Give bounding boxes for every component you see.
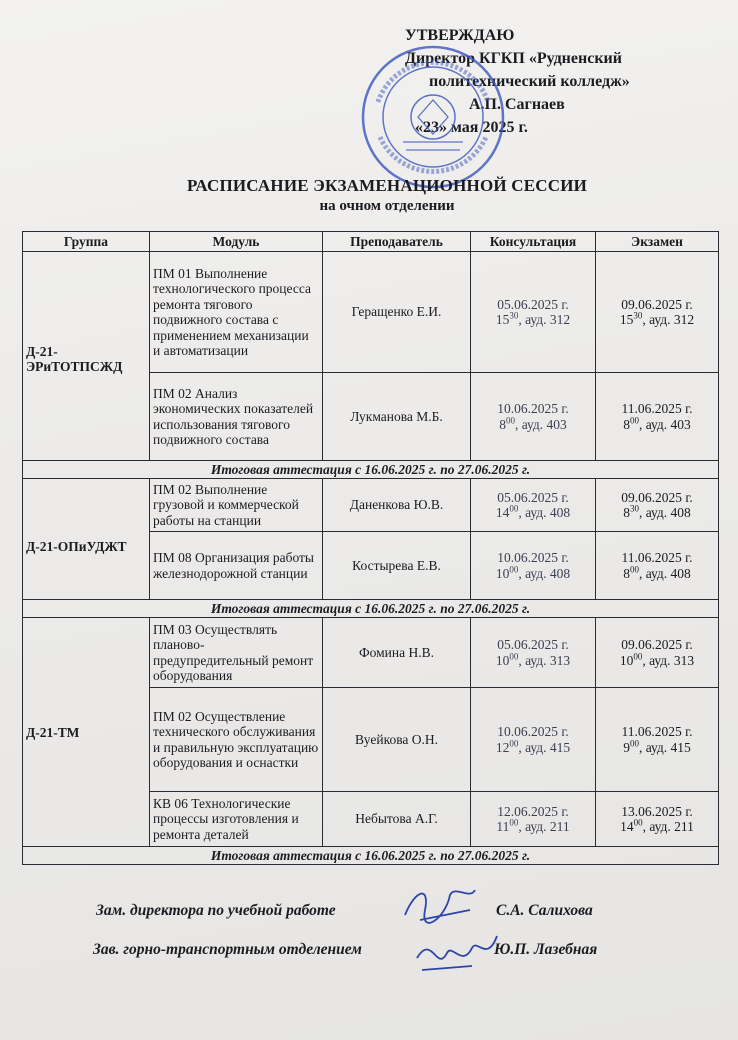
module-cell: ПМ 03 Осуществлять планово-предупредительный ремонт оборудования (150, 618, 323, 688)
group-cell: Д-21-ОПиУДЖТ (23, 479, 150, 600)
final-attestation: Итоговая аттестация с 16.06.2025 г. по 27.06.2025 г. (23, 847, 719, 865)
exam-date: 11.06.2025 г. (621, 724, 693, 739)
exam-date: 13.06.2025 г. (621, 803, 693, 819)
cons-room: , ауд. 415 (518, 739, 571, 755)
cons-hour: 10 (495, 652, 510, 668)
exam-room: , ауд. 408 (638, 565, 691, 581)
consultation-cell (471, 688, 596, 792)
page-title: РАСПИСАНИЕ ЭКЗАМЕНАЦИОННОЙ СЕССИИ (186, 176, 588, 195)
table-row (23, 479, 719, 532)
consultation-cell (471, 792, 596, 847)
module-cell: ПМ 02 Осуществление технического обслуживания и правильную эксплуатацию оборудования и оснастки (150, 688, 323, 792)
cons-room: , ауд. 408 (518, 505, 571, 520)
exam-date: 09.06.2025 г. (621, 296, 693, 312)
approval-name: А.П. Сагнаев (469, 96, 565, 113)
cons-date: 05.06.2025 г. (497, 637, 569, 652)
teacher-cell: Даненкова Ю.В. (323, 479, 471, 532)
exam-date: 09.06.2025 г. (621, 489, 693, 505)
cons-hour: 15 (495, 312, 510, 327)
cons-minute: 00 (509, 817, 519, 828)
college-stamp (358, 42, 508, 192)
exam-date: 09.06.2025 г. (621, 637, 693, 652)
consultation-cell (471, 532, 596, 600)
module-cell: ПМ 08 Организация работы железнодорожной станции (150, 532, 323, 600)
exam-room: , ауд. 408 (638, 505, 691, 520)
exam-hour: 9 (623, 739, 630, 755)
deputy-director-title: Зам. директора по учебной работе (96, 902, 336, 919)
table-row (23, 252, 719, 373)
cons-hour: 12 (495, 739, 510, 755)
teacher-cell: Фомина Н.В. (323, 618, 471, 688)
table-header-row (23, 232, 719, 252)
header-consultation: Консультация (471, 232, 596, 252)
exam-minute: 00 (633, 651, 643, 661)
cons-hour: 11 (496, 819, 510, 834)
exam-date: 11.06.2025 г. (621, 401, 693, 416)
cons-hour: 10 (495, 565, 510, 581)
cons-room: , ауд. 312 (518, 312, 571, 327)
table-row (23, 618, 719, 688)
exam-minute: 00 (629, 564, 639, 574)
cons-room: , ауд. 211 (518, 819, 570, 834)
department-head-name: Ю.П. Лазебная (494, 941, 598, 958)
approval-college: политехнический колледж» (429, 73, 630, 90)
header-group: Группа (23, 232, 150, 252)
final-row (23, 461, 719, 479)
cons-date: 10.06.2025 г. (497, 550, 569, 565)
consultation-cell (471, 618, 596, 688)
exam-minute: 00 (629, 415, 639, 425)
cons-date: 05.06.2025 г. (497, 296, 569, 312)
approval-date: «23» мая 2025 г. (415, 119, 528, 136)
exam-hour: 10 (619, 652, 634, 668)
exam-room: , ауд. 415 (638, 739, 691, 755)
cons-hour: 14 (495, 505, 510, 520)
exam-hour: 14 (620, 819, 634, 834)
final-row (23, 600, 719, 618)
exam-cell (596, 479, 719, 532)
approval-heading: УТВЕРЖДАЮ (405, 27, 515, 44)
teacher-cell: Небытова А.Г. (323, 792, 471, 847)
exam-hour: 8 (623, 505, 630, 520)
header-exam: Экзамен (596, 232, 719, 252)
module-cell: ПМ 02 Анализ экономических показателей использования тягового подвижного состава (150, 373, 323, 461)
department-head-signature (412, 928, 502, 978)
cons-hour: 8 (499, 416, 506, 432)
exam-cell (596, 532, 719, 600)
cons-minute: 00 (509, 738, 519, 748)
module-cell: ПМ 01 Выполнение технологического процесса ремонта тягового подвижного состава с применением механизации и автоматизации (150, 252, 323, 373)
exam-minute: 00 (633, 817, 643, 828)
teacher-cell: Лукманова М.Б. (323, 373, 471, 461)
approval-director: Директор КГКП «Рудненский (405, 50, 622, 67)
exam-cell (596, 688, 719, 792)
cons-minute: 00 (509, 503, 519, 514)
exam-date: 11.06.2025 г. (621, 550, 693, 565)
cons-minute: 30 (509, 310, 519, 321)
exam-hour: 8 (623, 416, 630, 432)
final-attestation: Итоговая аттестация с 16.06.2025 г. по 27.06.2025 г. (23, 600, 719, 618)
cons-date: 10.06.2025 г. (497, 401, 569, 416)
cons-date: 10.06.2025 г. (497, 724, 569, 739)
cons-minute: 00 (509, 651, 519, 661)
exam-room: , ауд. 313 (642, 652, 695, 668)
consultation-cell (471, 479, 596, 532)
final-row (23, 847, 719, 865)
cons-room: , ауд. 313 (518, 652, 571, 668)
module-cell: КВ 06 Технологические процессы изготовления и ремонта деталей (150, 792, 323, 847)
department-head-title: Зав. горно-транспортным отделением (93, 941, 362, 958)
exam-cell (596, 618, 719, 688)
cons-date: 12.06.2025 г. (497, 803, 569, 819)
exam-minute: 30 (633, 310, 643, 321)
teacher-cell: Геращенко Е.И. (323, 252, 471, 373)
group-cell: Д-21-ЭРиТОТПСЖД (23, 252, 150, 461)
exam-room: , ауд. 403 (638, 416, 691, 432)
exam-schedule-table (22, 231, 719, 865)
deputy-signature (400, 880, 480, 930)
cons-minute: 00 (509, 564, 519, 574)
exam-minute: 30 (629, 503, 639, 514)
teacher-cell: Вуейкова О.Н. (323, 688, 471, 792)
page-subtitle: на очном отделении (319, 198, 455, 214)
cons-room: , ауд. 408 (518, 565, 571, 581)
header-module: Модуль (150, 232, 323, 252)
exam-room: , ауд. 211 (642, 819, 694, 834)
consultation-cell (471, 252, 596, 373)
exam-cell (596, 792, 719, 847)
final-attestation: Итоговая аттестация с 16.06.2025 г. по 27.06.2025 г. (23, 461, 719, 479)
group-cell: Д-21-ТМ (23, 618, 150, 847)
exam-hour: 15 (619, 312, 634, 327)
exam-cell (596, 373, 719, 461)
header-teacher: Преподаватель (323, 232, 471, 252)
module-cell: ПМ 02 Выполнение грузовой и коммерческой работы на станции (150, 479, 323, 532)
teacher-cell: Костырева Е.В. (323, 532, 471, 600)
cons-room: , ауд. 403 (514, 416, 567, 432)
exam-cell (596, 252, 719, 373)
consultation-cell (471, 373, 596, 461)
exam-room: , ауд. 312 (642, 312, 695, 327)
deputy-director-name: С.А. Салихова (496, 902, 593, 919)
cons-minute: 00 (505, 415, 515, 425)
cons-date: 05.06.2025 г. (497, 489, 569, 505)
exam-hour: 8 (623, 565, 630, 581)
exam-minute: 00 (629, 738, 639, 748)
